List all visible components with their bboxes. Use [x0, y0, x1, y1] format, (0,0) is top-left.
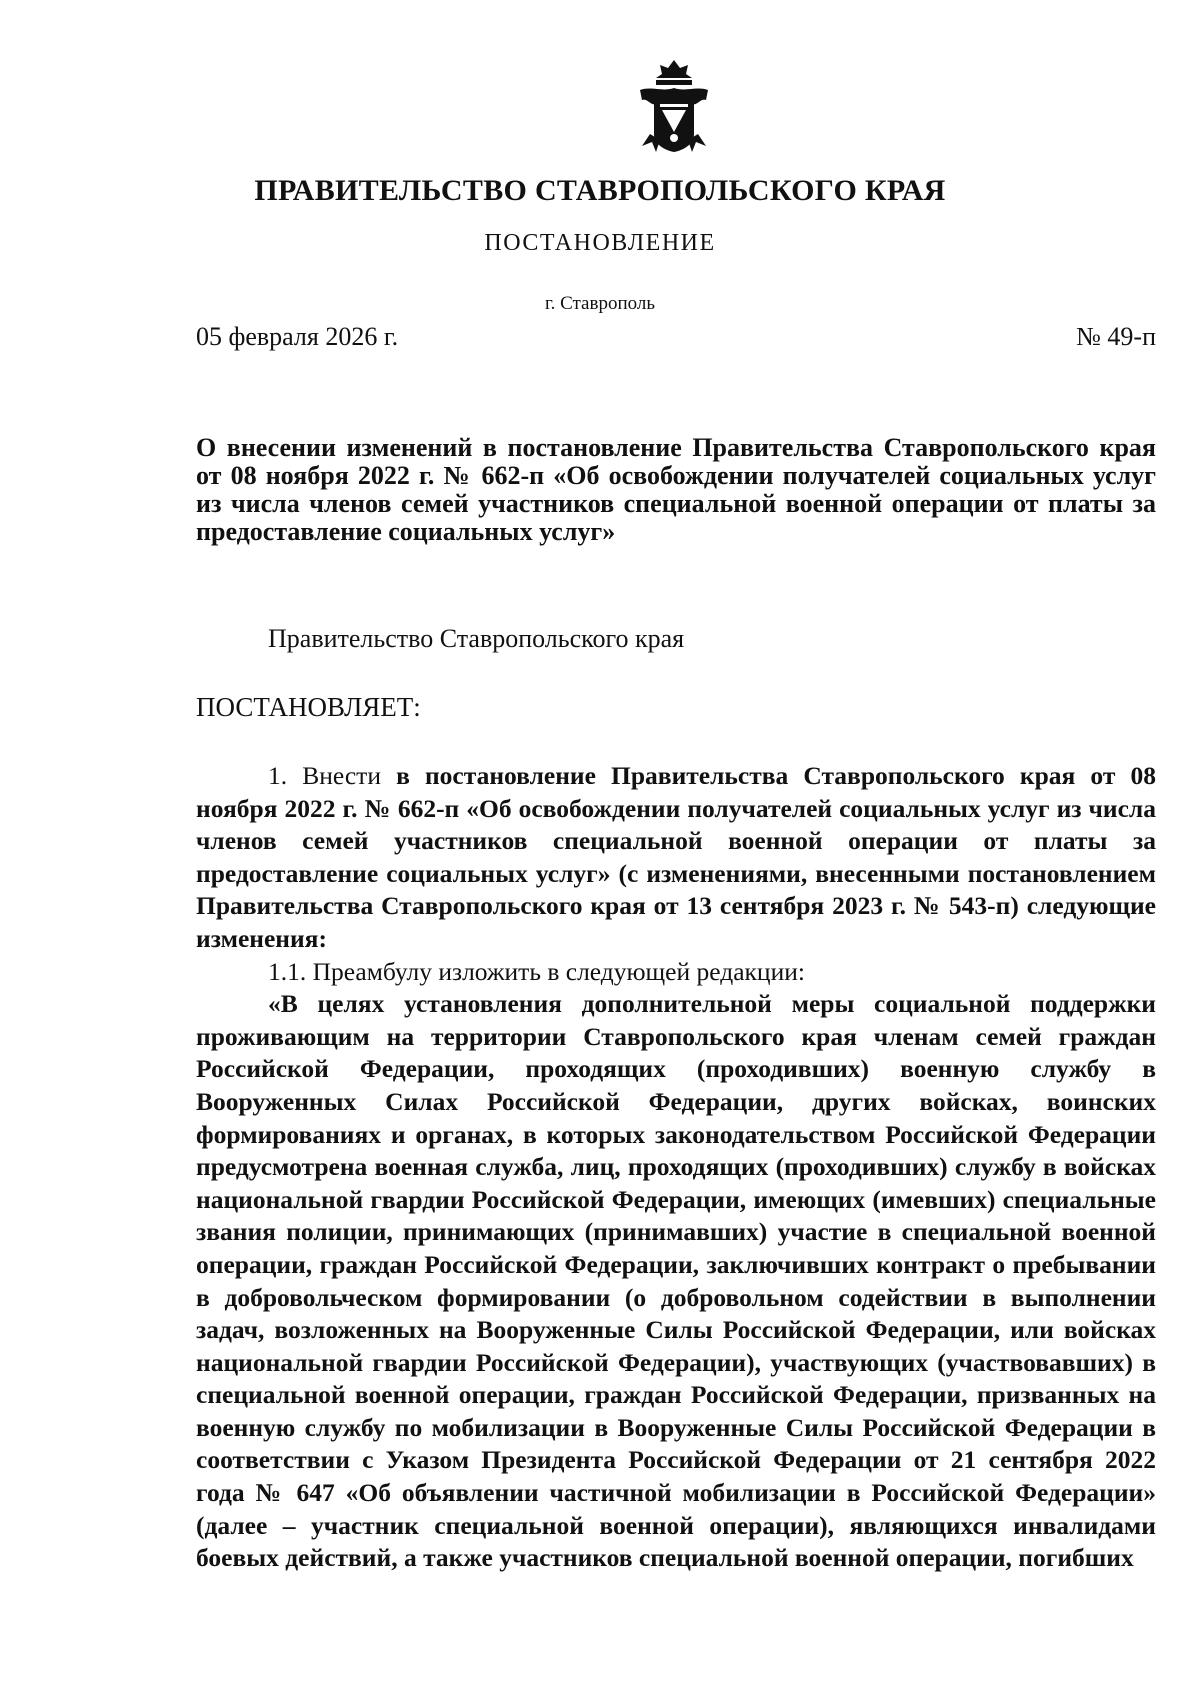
city: г. Ставрополь — [544, 293, 656, 314]
paragraph-1-lead: 1. Внести — [268, 761, 381, 790]
document-number: № 49-п — [1076, 322, 1156, 351]
organization-title: ПРАВИТЕЛЬСТВО СТАВРОПОЛЬСКОГО КРАЯ — [254, 174, 946, 207]
item-1-1: 1.1. Преамбулу изложить в следующей редакции: — [268, 956, 805, 986]
quoted-preamble: «В целях установления дополнительной меры социальной поддержки проживающим на территории Ставропольского края членам семей граждан Российской Федерации, проходящих (проходивших) военную службу в Вооруженных Силах Российской Федерации, других войсках, воинских формированиях и органах, в которых законодательством Российской Федерации предусмотрена военная служба, лиц, проходящих (проходивших) службу в войсках национальной гвардии Российской Федерации, имеющих (имевших) специальные звания полиции, принимающих (принимавших) участие в специальной военной операции, граждан Российской Федерации, заключивших контракт о пребывании в добровольческом формировании (о добровольном содействии в выполнении задач, возложенных на Вооруженные Силы Российской Федерации, или войсках национальной гвардии Российской Федерации), участвующих (участвовавших) в специальной военной операции, граждан Российской Федерации, призванных на военную службу по мобилизации в Вооруженные Силы Российской Федерации в соответствии с Указом Президента Российской Федерации от 21 сентября 2022 года № 647 «Об объявлении частичной мобилизации в Российской Федерации» (далее – участник специальной военной операции), являющихся инвалидами боевых действий, а также участников специальной военной операции, погибших — [196, 989, 1156, 1573]
paragraph-1-text: в постановление Правительства Ставропольского края от 08 ноября 2022 г. № 662-п «Об освобождении получателей социальных услуг из числа членов семей участников специальной военной операции от платы за предоставление социальных услуг» (с изменениями, внесенными постановлением Правительства Ставропольского края от 13 сентября 2023 г. № 543-п) следующие изменения: — [196, 761, 1156, 953]
coat-of-arms-icon — [632, 56, 716, 160]
government-line: Правительство Ставропольского края — [268, 624, 685, 653]
paragraph-1 — [196, 760, 1156, 956]
document-type: ПОСТАНОВЛЕНИЕ — [484, 230, 716, 256]
document-subject: О внесении изменений в постановление Правительства Ставропольского края от 08 ноября 2022 г. № 662-п «Об освобождении получателей социальных услуг из числа членов семей участников специальной военной операции от платы за предоставление социальных услуг» — [196, 433, 1156, 546]
decree-word: ПОСТАНОВЛЯЕТ: — [196, 692, 421, 722]
document-body — [196, 760, 1156, 1575]
document-date: 05 февраля 2026 г. — [196, 322, 399, 351]
